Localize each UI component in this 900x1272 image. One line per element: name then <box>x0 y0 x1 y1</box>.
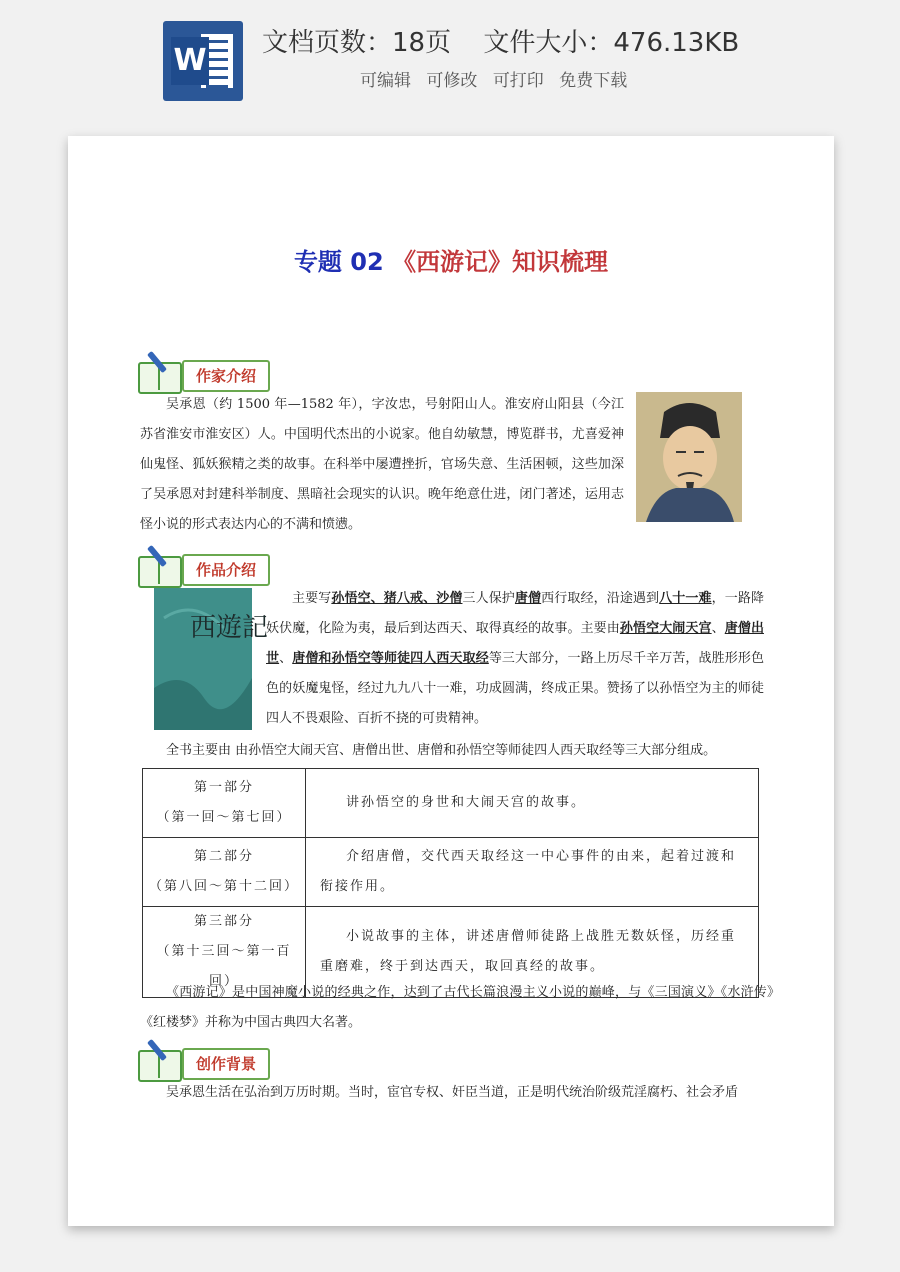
tag-printable: 可打印 <box>492 71 544 91</box>
highlight-part-two: 唐僧出世 <box>266 621 764 666</box>
part-desc-cell: 讲孙悟空的身世和大闹天宫的故事。 <box>306 769 759 838</box>
book-cover-image <box>154 588 269 730</box>
part-desc-cell: 小说故事的主体，讲述唐僧师徒路上战胜无数妖怪，历经重重磨难，终于到达西天，取回真经的故事。 <box>306 907 759 998</box>
section-label: 作家介绍 <box>182 360 270 392</box>
page-title <box>68 242 834 277</box>
page-count: 文档页数：18页 <box>262 28 452 58</box>
document-page <box>68 136 834 1226</box>
download-banner <box>0 0 900 118</box>
table-row <box>143 769 759 838</box>
part-name-cell: 第二部分 （第八回～第十二回） <box>143 838 306 907</box>
highlight-main-characters: 孙悟空、猪八戒、沙僧 <box>331 591 463 606</box>
file-size: 文件大小：476.13KB <box>483 28 740 58</box>
summary-line: 全书主要由 由孙悟空大闹天宫、唐僧出世、唐僧和孙悟空等师徒四人西天取经等三大部分组成。 <box>166 743 717 758</box>
part-name-cell: 第三部分 （第十三回～第一百回） <box>143 907 306 998</box>
highlight-part-one: 孙悟空大闹天宫 <box>619 621 712 636</box>
section-label: 作品介绍 <box>182 554 270 586</box>
highlight-81-trials: 八十一难 <box>659 591 712 606</box>
tag-free-download: 免费下载 <box>559 71 628 91</box>
work-paragraph: 主要写孙悟空、猪八戒、沙僧三人保护唐僧西行取经，沿途遇到八十一难，一路降妖伏魔，化险为夷，最后到达西天、取得真经的故事。主要由孙悟空大闹天宫、唐僧出世、唐僧和孙悟空等师徒四人西天取经等三大部分，一路上历尽千辛万苦，战胜形形色色的妖魔鬼怪，经过九九八十一难，功成圆满，终成正果。赞扬了以孙悟空为主的师徒四人不畏艰险、百折不挠的可贵精神。 <box>266 591 764 726</box>
book-cover-title: 西遊記 <box>190 613 269 643</box>
author-paragraph: 吴承恩（约 1500 年—1582 年），字汝忠，号射阳山人。淮安府山阳县（今江苏省淮安市淮安区）人。中国明代杰出的小说家。他自幼敏慧，博览群书，尤喜爱神仙鬼怪、狐妖猴精之类的故事。在科举中屡遭挫折，官场失意、生活困顿，这些加深了吴承恩对封建科举制度、黑暗社会现实的认识。晚年绝意仕进，闭门著述，运用志怪小说的形式表达内心的不满和愤懑。 <box>140 397 624 532</box>
tag-modifiable: 可修改 <box>426 71 478 91</box>
word-document-icon <box>163 21 243 101</box>
title-topic-number: 专题 02 <box>293 248 384 276</box>
part-desc-cell: 介绍唐僧，交代西天取经这一中心事件的由来，起着过渡和衔接作用。 <box>306 838 759 907</box>
word-logo-letter: W <box>171 37 209 85</box>
table-row <box>143 838 759 907</box>
tag-editable: 可编辑 <box>360 71 411 91</box>
feature-tags <box>360 66 637 91</box>
story-parts-table <box>142 768 759 998</box>
highlight-part-three: 唐僧和孙悟空等师徒四人西天取经 <box>292 651 489 666</box>
highlight-tang-seng: 唐僧 <box>514 591 542 606</box>
part-name-cell: 第一部分 （第一回～第七回） <box>143 769 306 838</box>
author-portrait <box>636 392 742 522</box>
title-main: 《西游记》知识梳理 <box>392 248 609 276</box>
background-paragraph: 吴承恩生活在弘治到万历时期。当时，宦官专权、奸臣当道，正是明代统治阶级荒淫腐朽、社会矛盾 <box>166 1085 739 1100</box>
classic-paragraph: 《西游记》是中国神魔小说的经典之作，达到了古代长篇浪漫主义小说的巅峰，与《三国演义》《水浒传》《红楼梦》并称为中国古典四大名著。 <box>140 985 780 1030</box>
document-meta <box>262 22 763 59</box>
section-label: 创作背景 <box>182 1048 270 1080</box>
